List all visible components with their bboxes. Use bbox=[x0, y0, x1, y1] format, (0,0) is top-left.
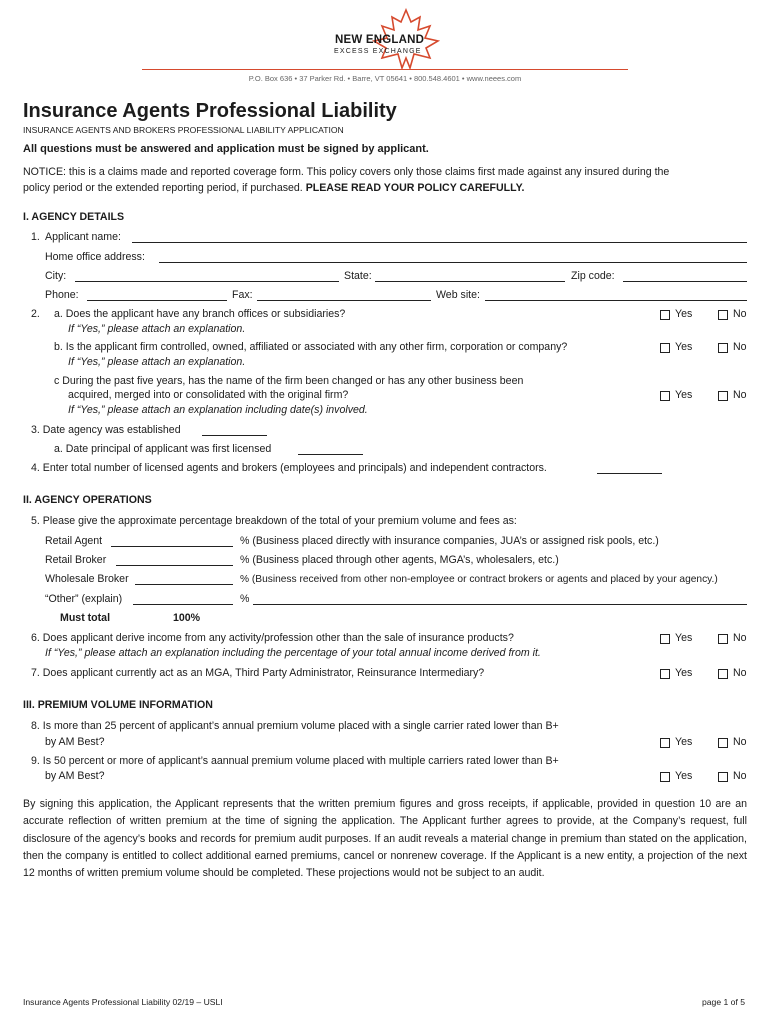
notice-warning: PLEASE READ YOUR POLICY CAREFULLY. bbox=[305, 182, 525, 194]
q2c-no-label: No bbox=[733, 389, 747, 401]
page-subtitle: INSURANCE AGENTS AND BROKERS PROFESSIONAL LIABILITY APPLICATION bbox=[23, 125, 344, 135]
q1-number: 1. bbox=[31, 231, 40, 243]
q2c-yes-checkbox[interactable] bbox=[660, 391, 670, 401]
instruction-text: All questions must be answered and application must be signed by applicant. bbox=[23, 143, 429, 155]
q2a-note: If “Yes,” please attach an explanation. bbox=[68, 323, 246, 335]
date-established-field[interactable] bbox=[202, 435, 267, 436]
phone-label: Phone: bbox=[45, 289, 79, 301]
q8-no-checkbox[interactable] bbox=[718, 738, 728, 748]
applicant-name-label: Applicant name: bbox=[45, 231, 121, 243]
q2b-note: If “Yes,” please attach an explanation. bbox=[68, 356, 246, 368]
q9-no-checkbox[interactable] bbox=[718, 772, 728, 782]
q7-yes-checkbox[interactable] bbox=[660, 669, 670, 679]
q6-note: If “Yes,” please attach an explanation including the percentage of your total annual income derived from it. bbox=[45, 647, 541, 659]
q8-yes-label: Yes bbox=[675, 736, 693, 748]
other-explain-field[interactable] bbox=[253, 604, 747, 605]
q7-no-label: No bbox=[733, 667, 747, 679]
q7-text: 7. Does applicant currently act as an MGA, Third Party Administrator, Reinsurance Intermediary? bbox=[31, 667, 485, 679]
retail-broker-percent-field[interactable] bbox=[116, 565, 233, 566]
q8-text-line1: 8. Is more than 25 percent of applicant’s annual premium volume placed with a single carrier rated lower than B+ bbox=[31, 720, 559, 732]
q2c-note: If “Yes,” please attach an explanation including date(s) involved. bbox=[68, 404, 368, 416]
q2c-no-checkbox[interactable] bbox=[718, 391, 728, 401]
applicant-name-field[interactable] bbox=[132, 242, 747, 243]
website-label: Web site: bbox=[436, 289, 480, 301]
q6-no-checkbox[interactable] bbox=[718, 634, 728, 644]
q9-text-line2: by AM Best? bbox=[45, 770, 105, 782]
section-agency-details: I. AGENCY DETAILS bbox=[23, 211, 125, 223]
zip-label: Zip code: bbox=[571, 270, 615, 282]
q2c-yes-label: Yes bbox=[675, 389, 693, 401]
q2b-text: b. Is the applicant firm controlled, owned, affiliated or associated with any other firm, corporation or company? bbox=[54, 341, 568, 353]
section-premium-volume: III. PREMIUM VOLUME INFORMATION bbox=[23, 699, 213, 711]
q2a-no-label: No bbox=[733, 308, 747, 320]
q7-yes-label: Yes bbox=[675, 667, 693, 679]
q4-text: 4. Enter total number of licensed agents and brokers (employees and principals) and independent contractors. bbox=[31, 462, 547, 474]
q2a-text: a. Does the applicant have any branch offices or subsidiaries? bbox=[54, 308, 346, 320]
page-title: Insurance Agents Professional Liability bbox=[23, 100, 397, 122]
website-field[interactable] bbox=[485, 300, 747, 301]
q2c-text-line1: c During the past five years, has the name of the firm been changed or has any other business been bbox=[54, 375, 524, 387]
notice-line1: NOTICE: this is a claims made and reported coverage form. This policy covers only those claims first made against any insured during the bbox=[23, 166, 670, 178]
q3-text: 3. Date agency was established bbox=[31, 424, 181, 436]
q8-text-line2: by AM Best? bbox=[45, 736, 105, 748]
q2-number: 2. bbox=[31, 308, 40, 320]
section-agency-operations: II. AGENCY OPERATIONS bbox=[23, 494, 152, 506]
notice-policy-text: policy period or the extended reporting period, if purchased. bbox=[23, 182, 303, 194]
city-label: City: bbox=[45, 270, 67, 282]
must-total-label: Must total bbox=[60, 612, 111, 624]
retail-agent-desc: % (Business placed directly with insurance companies, JUA’s or assigned risk pools, etc.) bbox=[240, 535, 659, 547]
q6-yes-label: Yes bbox=[675, 632, 693, 644]
retail-agent-label: Retail Agent bbox=[45, 535, 103, 547]
logo bbox=[330, 8, 440, 70]
phone-field[interactable] bbox=[87, 300, 227, 301]
date-licensed-field[interactable] bbox=[298, 454, 363, 455]
other-percent-sign: % bbox=[240, 593, 250, 605]
header-rule bbox=[142, 69, 628, 70]
footer-form-id: Insurance Agents Professional Liability 02/19 – USLI bbox=[23, 997, 223, 1007]
fax-field[interactable] bbox=[257, 300, 431, 301]
q7-no-checkbox[interactable] bbox=[718, 669, 728, 679]
q9-yes-label: Yes bbox=[675, 770, 693, 782]
q3a-text: a. Date principal of applicant was first licensed bbox=[54, 443, 272, 455]
signing-statement: By signing this application, the Applicant represents that the written premium figures and gross receipts, if applicable, provided in question 10 are an accurate reflection of written premium at the time of signing the application. The Applicant further agrees to provide, at the Company’s request, full disclosure of the agency’s books and records for premium audit purposes. If an audit reveals a material change in premium than stated on the application, then the company is entitled to collect additional earned premiums, cancel or nonrenew coverage. If the Applicant is a new entity, a projection of the next 12 months of written premium volume should be completed. These projections would not be subject to an audit. bbox=[23, 798, 747, 880]
other-percent-field[interactable] bbox=[133, 604, 233, 605]
q2a-yes-checkbox[interactable] bbox=[660, 310, 670, 320]
state-label: State: bbox=[344, 270, 372, 282]
retail-agent-percent-field[interactable] bbox=[111, 546, 233, 547]
must-total-value: 100% bbox=[173, 612, 201, 624]
q8-yes-checkbox[interactable] bbox=[660, 738, 670, 748]
retail-broker-desc: % (Business placed through other agents, MGA’s, wholesalers, etc.) bbox=[240, 554, 559, 566]
wholesale-broker-label: Wholesale Broker bbox=[45, 573, 129, 585]
footer-page-number: page 1 of 5 bbox=[702, 997, 746, 1007]
q9-text-line1: 9. Is 50 percent or more of applicant’s aannual premium volume placed with multiple carriers rated lower than B+ bbox=[31, 755, 559, 767]
q2a-no-checkbox[interactable] bbox=[718, 310, 728, 320]
q2a-yes-label: Yes bbox=[675, 308, 693, 320]
home-office-label: Home office address: bbox=[45, 251, 145, 263]
q6-yes-checkbox[interactable] bbox=[660, 634, 670, 644]
q2b-no-checkbox[interactable] bbox=[718, 343, 728, 353]
q9-no-label: No bbox=[733, 770, 747, 782]
header-address: P.O. Box 636 • 37 Parker Rd. • Barre, VT 05641 • 800.548.4601 • www.neees.com bbox=[248, 74, 522, 83]
logo-line1: NEW ENGLAND bbox=[335, 34, 425, 46]
logo-line2: EXCESS EXCHANGE bbox=[334, 48, 422, 55]
q2b-no-label: No bbox=[733, 341, 747, 353]
retail-broker-label: Retail Broker bbox=[45, 554, 107, 566]
q8-no-label: No bbox=[733, 736, 747, 748]
wholesale-broker-desc: % (Business received from other non-employee or contract brokers or agents and placed by your agency.) bbox=[240, 574, 718, 585]
city-field[interactable] bbox=[75, 281, 339, 282]
q9-yes-checkbox[interactable] bbox=[660, 772, 670, 782]
wholesale-broker-percent-field[interactable] bbox=[135, 584, 233, 585]
q6-text: 6. Does applicant derive income from any activity/profession other than the sale of insurance products? bbox=[31, 632, 514, 644]
zip-field[interactable] bbox=[623, 281, 747, 282]
q5-text: 5. Please give the approximate percentage breakdown of the total of your premium volume and fees as: bbox=[31, 515, 517, 527]
notice-line2 bbox=[23, 182, 524, 195]
state-field[interactable] bbox=[375, 281, 565, 282]
home-office-field[interactable] bbox=[159, 262, 747, 263]
q2b-yes-label: Yes bbox=[675, 341, 693, 353]
q6-no-label: No bbox=[733, 632, 747, 644]
fax-label: Fax: bbox=[232, 289, 253, 301]
licensed-agents-count-field[interactable] bbox=[597, 473, 662, 474]
q2c-text-line2: acquired, merged into or consolidated with the original firm? bbox=[68, 389, 349, 401]
other-label: “Other” (explain) bbox=[45, 593, 123, 605]
q2b-yes-checkbox[interactable] bbox=[660, 343, 670, 353]
